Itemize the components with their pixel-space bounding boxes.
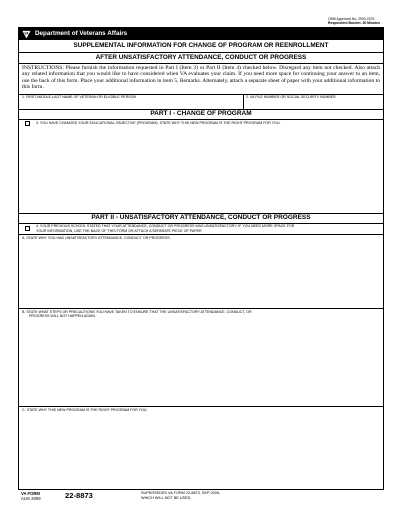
part1-heading: PART I - CHANGE OF PROGRAM — [150, 110, 252, 117]
form-number: 22-8873 — [65, 491, 93, 500]
respondent-burden: Respondent Burden: 30 Minutes — [328, 21, 380, 25]
item4-label-line2: YOUR INFORMATION, USE THE BACK OF THIS FORM OR ATTACH A SEPARATE PIECE OF PAPER — [36, 228, 202, 233]
item-c-label: C. STATE WHY THIS NEW PROGRAM IS THE RIGHT PROGRAM FOR YOU. — [22, 407, 148, 412]
item4-label-line1: 4. YOUR PREVIOUS SCHOOL STATED THAT YOUR ATTENDANCE, CONDUCT OR PROGRESS WAS UNSATISFACTORY. IF YOU NEED MORE SPACE FOR — [36, 224, 295, 228]
instructions: INSTRUCTIONS: Please furnish the information requested in Part I (Item 3) or Part II (Item 4) checked below. Disregard any item not checked. Also attach any related information that you would like to have considered when VA evaluates your claim. If you need more space for continuing your answer to an item, use the back of this form. Place your additional information in item 5, Remarks. Alternately, attach a separate sheet of paper with your additional information to this form. — [22, 65, 380, 91]
form-body — [18, 27, 384, 490]
divider — [243, 94, 244, 109]
item-b-label-line1: B. STATE WHAT STEPS OR PRECAUTIONS YOU HAVE TAKEN TO ENSURE THAT THE UNSATISFACTORY ATTENDANCE, CONDUCT, OR — [22, 309, 252, 314]
part2-heading: PART II - UNSATISFACTORY ATTENDANCE, CONDUCT OR PROGRESS — [91, 214, 311, 221]
omb-approval — [328, 17, 380, 25]
va-logo-text: VA — [24, 31, 29, 36]
file-number-field[interactable] — [245, 100, 383, 108]
part2-checkbox[interactable] — [25, 226, 30, 231]
supersedes-note — [141, 491, 251, 500]
form-title-line1: SUPPLEMENTAL INFORMATION FOR CHANGE OF PROGRAM OR REENROLLMENT — [73, 42, 329, 49]
item2-label: 2. VA FILE NUMBER OR SOCIAL SECURITY NUMBER — [246, 95, 336, 99]
item-b-label-line2: PROGRESS WILL NOT HAPPEN AGAIN. — [29, 314, 96, 318]
name-field[interactable] — [21, 100, 241, 108]
item-a-label: A. STATE WHY YOU HAD UNSATISFACTORY ATTENDANCE, CONDUCT OR PROGRESS. — [22, 235, 171, 240]
item3-label: 3. YOU HAVE CHANGED YOUR EDUCATIONAL OBJECTIVE (PROGRAM). STATE WHY THIS NEW PROGRAM IS THE RIGHT PROGRAM FOR YOU. — [36, 121, 281, 125]
omb-number: OMB Approved No. 2900-0376 — [328, 17, 375, 21]
item-a-answer-area[interactable] — [21, 241, 383, 307]
item1-label: 1. FIRST-MIDDLE-LAST NAME OF VETERAN OR ELIGIBLE PERSON — [22, 95, 136, 99]
header-bar — [19, 28, 383, 40]
department-name: Department of Veterans Affairs — [35, 30, 128, 37]
divider — [19, 52, 383, 53]
divider — [19, 63, 383, 64]
supersedes-line2: WHICH WILL NOT BE USED. — [141, 495, 192, 500]
va-logo-icon — [22, 30, 31, 39]
item-b-answer-area[interactable] — [21, 320, 383, 405]
va-form-label: VA FORM — [21, 491, 40, 496]
form-footer — [0, 490, 400, 518]
form-date: AUG 2009 — [21, 495, 41, 501]
divider — [19, 119, 383, 120]
part1-checkbox[interactable] — [25, 121, 30, 126]
supersedes-line1: SUPERSEDES VA FORM 22-8873, SEP 2006, — [141, 491, 220, 495]
form-title-line2: AFTER UNSATISFACTORY ATTENDANCE, CONDUCT OR PROGRESS — [95, 54, 307, 61]
item3-answer-area[interactable] — [21, 128, 383, 212]
item-c-answer-area[interactable] — [21, 414, 383, 489]
